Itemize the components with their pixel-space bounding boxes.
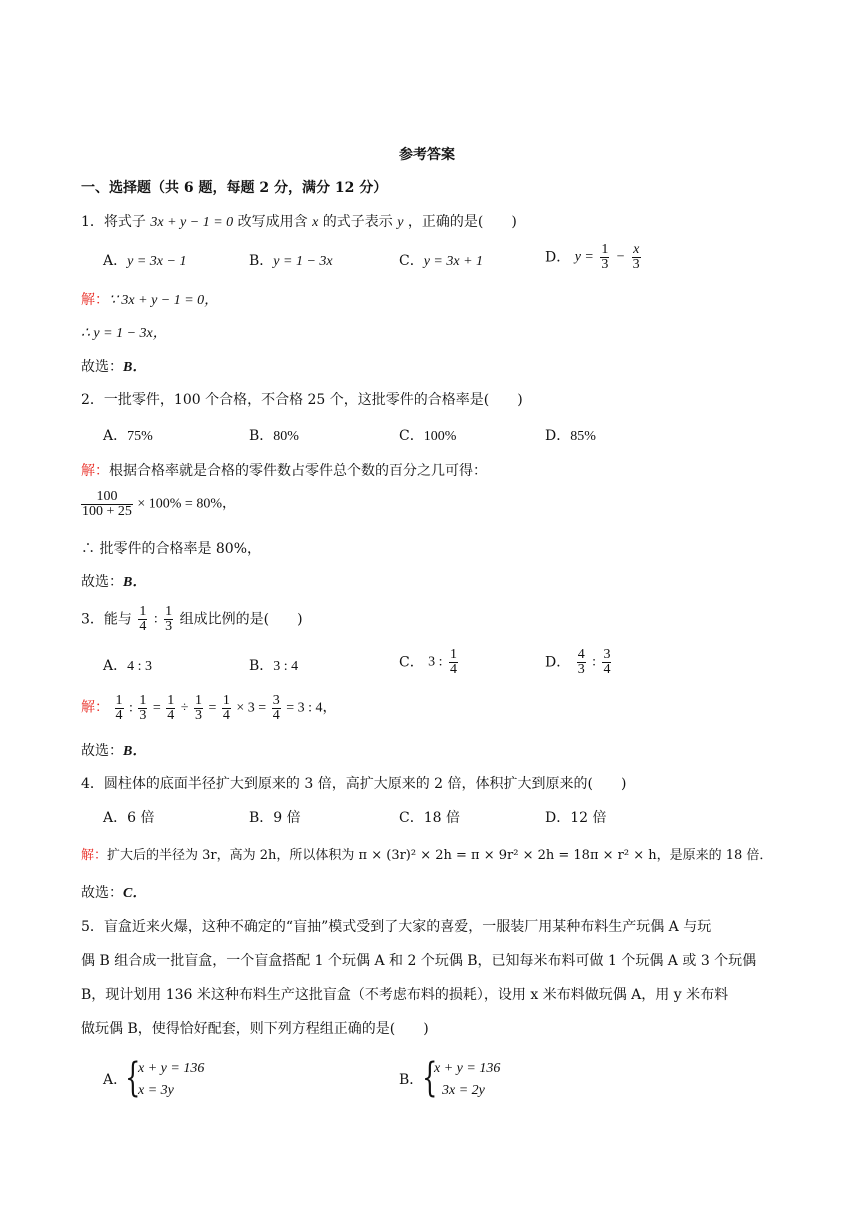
q3-stem-text-2: 组成比例的是( ) (179, 611, 303, 628)
numerator: 100 (81, 490, 133, 505)
denominator: 4 (115, 708, 123, 723)
option-label: D． (545, 810, 571, 826)
fraction (138, 605, 147, 634)
q1-var-y: y (397, 215, 404, 230)
q3-option-c (399, 648, 460, 677)
answer-label: 故选： (81, 359, 123, 375)
answer-label: 故选： (81, 885, 123, 901)
option-label: B． (249, 428, 274, 444)
q2-solution-line-3: ∴ 批零件的合格率是 80%， (81, 541, 262, 557)
q1-option-b (249, 251, 333, 272)
fraction (222, 694, 231, 723)
fraction (166, 694, 175, 723)
option-label: C． (399, 810, 424, 826)
ratio-colon: : (153, 611, 158, 627)
numerator: 1 (222, 693, 230, 708)
q1-solution-line-2 (81, 323, 167, 344)
q5-option-b-system (434, 1058, 500, 1102)
denominator: 100 + 25 (82, 504, 132, 519)
q4-stem: 4．圆柱体的底面半径扩大到原来的 3 倍，高扩大原来的 2 倍，体积扩大到原来的( ) (81, 776, 627, 792)
option-value: y = 1 − 3x (273, 254, 333, 269)
option-label: A． (103, 428, 128, 444)
q5-stem-line-4: 做玩偶 B，使得恰好配套，则下列方程组正确的是( ) (81, 1021, 429, 1037)
ratio-colon: : (592, 654, 597, 670)
option-value: 85% (570, 429, 596, 444)
q1-stem-text-2: 改写成用含 (237, 214, 308, 230)
solution-label: 解： (81, 700, 109, 716)
equation: 3x = 2y (442, 1083, 485, 1098)
q5-option-b-label: B． (399, 1072, 424, 1088)
numerator: 1 (165, 604, 173, 619)
denominator: 4 (272, 708, 280, 723)
option-value: y = (574, 249, 594, 265)
brace-icon: { (422, 1055, 438, 1101)
fraction (115, 694, 124, 723)
q1-solution-line-1 (81, 290, 218, 311)
q3-solution (81, 694, 336, 723)
option-value: 18 倍 (423, 810, 460, 826)
denominator: 4 (450, 662, 458, 677)
q4-answer (81, 883, 146, 904)
q1-equation: 3x + y − 1 = 0 (150, 215, 234, 230)
q1-option-c (399, 251, 483, 272)
q3-option-b (249, 656, 298, 677)
multiply-text: × 3 = (236, 700, 267, 716)
solution-label: 解： (81, 292, 109, 308)
q5-stem-line-1: 5．盲盒近来火爆，这种不确定的“盲抽”模式受到了大家的喜爱，一服装厂用某种布料生产玩偶 A 与玩 (81, 919, 712, 935)
section-heading: 一、选择题（共 6 题，每题 2 分，满分 12 分） (81, 180, 388, 196)
option-label: A． (103, 810, 128, 826)
numerator: 1 (194, 693, 202, 708)
numerator: 3 (603, 647, 611, 662)
numerator: 1 (115, 693, 123, 708)
q5-stem-line-2: 偶 B 组合成一批盲盒，一个盲盒搭配 1 个玩偶 A 和 2 个玩偶 B，已知每米布料可做 1 个玩偶 A 或 3 个玩偶 (81, 953, 757, 969)
fraction (81, 490, 133, 519)
solution-text: 根据合格率就是合格的零件数占零件总个数的百分之几可得： (109, 463, 487, 479)
option-value: 80% (273, 429, 299, 444)
denominator: 3 (165, 619, 173, 634)
q3-option-d (545, 648, 613, 677)
answer-value: B． (123, 744, 147, 759)
q2-option-b (249, 426, 299, 447)
numerator: 1 (450, 647, 458, 662)
solution-label: 解： (81, 848, 108, 863)
q4-option-d (545, 808, 607, 828)
q4-option-b (249, 808, 301, 828)
fraction (138, 694, 147, 723)
q5-option-a-system (138, 1058, 204, 1102)
q2-option-c (399, 426, 456, 447)
equals-sign: = (152, 700, 161, 716)
numerator: x (633, 242, 640, 257)
fraction (272, 694, 281, 723)
option-value: 9 倍 (273, 810, 301, 826)
q1-answer (81, 357, 146, 378)
option-value: 4 : 3 (127, 659, 153, 674)
q5-stem-line-3: B，现计划用 136 米这种布料生产这批盲盒（不考虑布料的损耗），设用 x 米布料做玩偶 A，用 y 米布料 (81, 987, 729, 1003)
denominator: 4 (167, 708, 175, 723)
option-value: y = 3x + 1 (423, 254, 484, 269)
denominator: 4 (222, 708, 230, 723)
q2-answer (81, 572, 146, 593)
q4-option-c (399, 808, 460, 828)
fraction (632, 243, 641, 272)
q1-var-x: x (312, 215, 319, 230)
option-label: C． (399, 654, 424, 671)
denominator: 4 (603, 662, 611, 677)
q3-stem-text: 3．能与 (81, 611, 132, 628)
q2-solution-line-2 (81, 490, 236, 519)
answer-label: 故选： (81, 574, 123, 590)
option-label: C． (399, 428, 424, 444)
solution-text: ∴ y = 1 − 3x， (81, 326, 167, 341)
fraction (449, 648, 458, 677)
fraction (577, 648, 586, 677)
fraction (600, 243, 609, 272)
option-value: 75% (127, 429, 153, 444)
option-label: B． (249, 253, 274, 269)
denominator: 3 (139, 708, 147, 723)
option-label: B． (249, 658, 274, 674)
numerator: 3 (272, 693, 280, 708)
q5-option-a-label: A． (103, 1072, 128, 1088)
q3-answer (81, 741, 146, 762)
q3-stem (81, 605, 303, 634)
q1-stem-text: 1．将式子 (81, 214, 146, 230)
denominator: 3 (194, 708, 202, 723)
brace-icon: { (125, 1055, 141, 1101)
fraction (194, 694, 203, 723)
q1-stem (81, 212, 517, 233)
answer-value: B． (123, 575, 147, 590)
q2-solution-line-1 (81, 461, 487, 481)
minus-sign: − (615, 249, 626, 265)
numerator: 4 (577, 647, 585, 662)
denominator: 3 (632, 257, 640, 272)
numerator: 1 (167, 693, 175, 708)
solution-label: 解： (81, 463, 109, 479)
option-label: A． (103, 658, 128, 674)
solution-text: 扩大后的半径为 3r，高为 2h，所以体积为 π × (3r)² × 2h = π × 9r² × 2h = 18π × r² × h，是原来的 18 倍． (107, 848, 773, 863)
q4-option-a (103, 808, 154, 828)
option-value: 100% (423, 429, 457, 444)
answer-label: 故选： (81, 743, 123, 759)
q4-solution (81, 846, 772, 866)
option-value: y = 3x − 1 (127, 254, 187, 269)
answer-value: B． (123, 360, 147, 375)
q2-option-a (103, 426, 153, 447)
option-label: D． (545, 654, 571, 671)
equation: x + y = 136 (434, 1061, 501, 1076)
option-label: C． (399, 253, 424, 269)
equals-sign: = (208, 700, 217, 716)
denominator: 3 (601, 257, 609, 272)
ratio-colon: : (129, 700, 133, 716)
numerator: 1 (139, 693, 147, 708)
option-label: D． (545, 249, 571, 266)
q1-option-a (103, 251, 186, 272)
fraction (164, 605, 173, 634)
page-title: 参考答案 (399, 147, 455, 163)
option-value: 12 倍 (570, 810, 607, 826)
q1-stem-text-4: ，正确的是( ) (407, 214, 517, 230)
option-label: B． (249, 810, 274, 826)
q1-option-d (545, 243, 643, 272)
fraction (602, 648, 611, 677)
answer-value: C． (123, 886, 147, 901)
option-value: 3 : 4 (273, 659, 299, 674)
option-value: 6 倍 (127, 810, 155, 826)
solution-text: ∵ 3x + y − 1 = 0， (109, 293, 219, 308)
denominator: 3 (577, 662, 585, 677)
divide-sign: ÷ (180, 700, 189, 716)
numerator: 1 (601, 242, 609, 257)
option-label: A． (103, 253, 128, 269)
option-label: D． (545, 428, 571, 444)
equation: x = 3y (138, 1083, 174, 1098)
solution-text: × 100% = 80%， (137, 496, 236, 512)
q1-stem-text-3: 的式子表示 (322, 214, 393, 230)
result-text: = 3 : 4， (286, 700, 337, 716)
equation: x + y = 136 (138, 1061, 205, 1076)
option-value: 3 : (428, 654, 443, 670)
q2-option-d (545, 426, 596, 447)
q3-option-a (103, 656, 152, 677)
denominator: 4 (139, 619, 147, 634)
q2-stem: 2．一批零件，100 个合格，不合格 25 个，这批零件的合格率是( ) (81, 392, 523, 408)
numerator: 1 (139, 604, 147, 619)
